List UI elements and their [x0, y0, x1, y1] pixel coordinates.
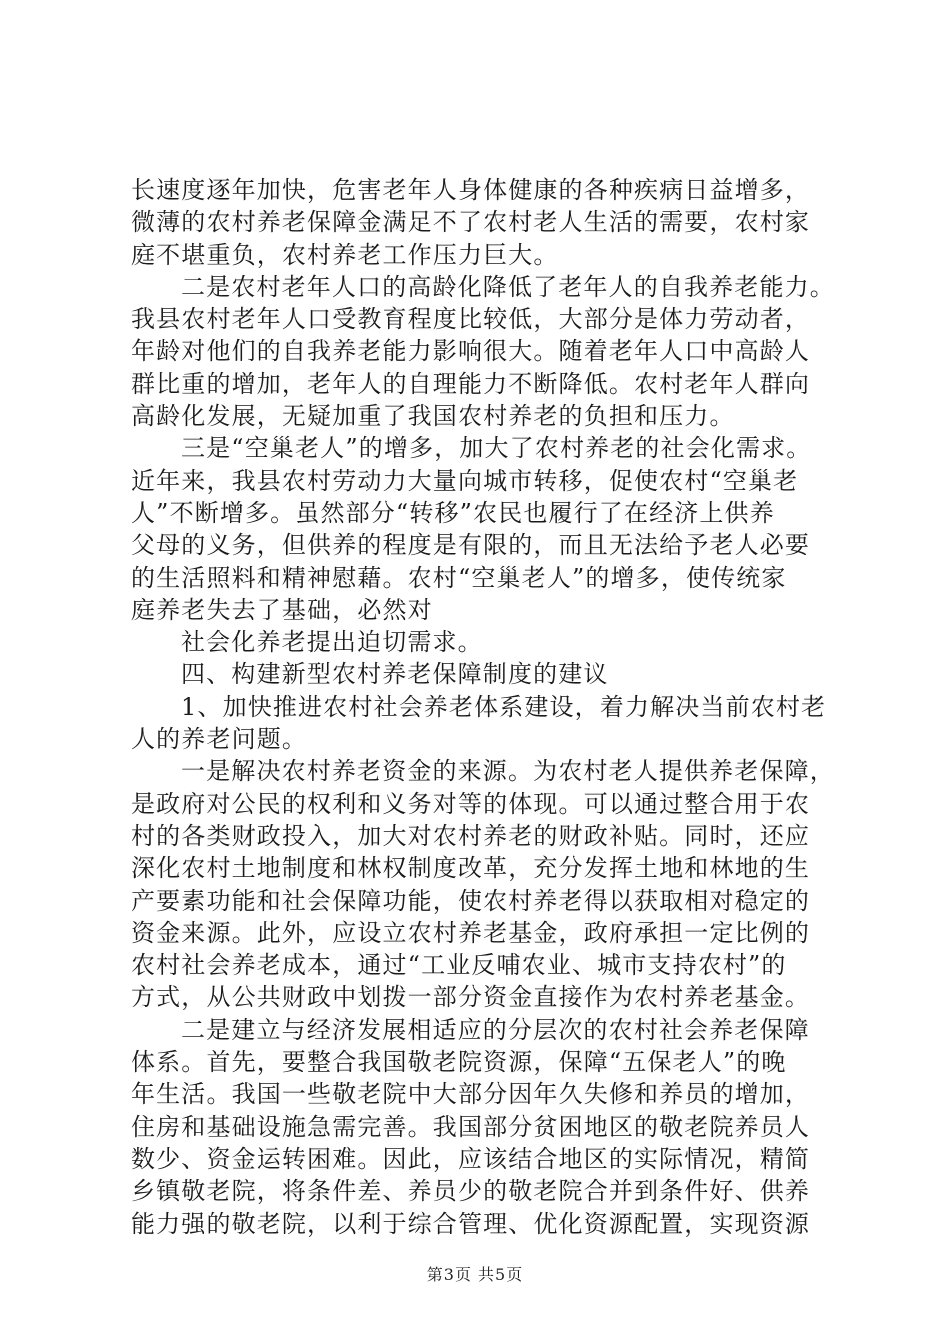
text-line: 乡镇敬老院，将条件差、养员少的敬老院合并到条件好、供养 [131, 1177, 811, 1206]
text-line: 长速度逐年加快，危害老年人身体健康的各种疾病日益增多， [131, 176, 811, 204]
text-line: 四、构建新型农村养老保障制度的建议 [181, 660, 609, 689]
body-text [131, 174, 835, 1240]
text-line: 村的各类财政投入，加大对农村养老的财政补贴。同时，还应 [131, 821, 811, 850]
text-line: 群比重的增加，老年人的自理能力不断降低。农村老年人群向 [131, 369, 811, 398]
text-line: 庭不堪重负，农村养老工作压力巨大。 [131, 240, 559, 269]
text-line: 资金来源。此外，应设立农村养老基金，政府承担一定比例的 [131, 918, 811, 947]
text-line: 人的养老问题。 [131, 725, 308, 754]
text-line: 是政府对公民的权利和义务对等的体现。可以通过整合用于农 [131, 789, 811, 818]
text-line: 产要素功能和社会保障功能，使农村养老得以获取相对稳定的 [131, 886, 811, 915]
text-line: 深化农村土地制度和林权制度改革，充分发挥土地和林地的生 [131, 854, 811, 883]
text-line: 二是农村老年人口的高龄化降低了老年人的自我养老能力。 [181, 272, 835, 301]
text-line: 二是建立与经济发展相适应的分层次的农村社会养老保障 [181, 1015, 810, 1044]
text-line: 人”不断增多。虽然部分“转移”农民也履行了在经济上供养 [131, 498, 775, 527]
text-line: 社会化养老提出迫切需求。 [181, 628, 483, 657]
text-line: 高龄化发展，无疑加重了我国农村养老的负担和压力。 [131, 402, 735, 431]
text-line: 近年来，我县农村劳动力大量向城市转移，促使农村“空巢老 [131, 466, 799, 495]
text-line: 年龄对他们的自我养老能力影响很大。随着老年人口中高龄人 [131, 337, 811, 366]
text-line: 体系。首先，要整合我国敬老院资源，保障“五保老人”的晚 [131, 1048, 787, 1077]
text-line: 父母的义务，但供养的程度是有限的，而且无法给予老人必要 [131, 531, 811, 560]
text-line: 一是解决农村养老资金的来源。为农村老人提供养老保障， [181, 757, 835, 786]
text-line: 农村社会养老成本，通过“工业反哺农业、城市支持农村”的 [131, 951, 787, 980]
text-line: 我县农村老年人口受教育程度比较低，大部分是体力劳动者， [131, 305, 811, 334]
text-line: 能力强的敬老院，以利于综合管理、优化资源配置，实现资源 [131, 1209, 811, 1238]
text-line: 1、加快推进农村社会养老体系建设，着力解决当前农村老 [181, 692, 827, 721]
text-line: 方式，从公共财政中划拨一部分资金直接作为农村养老基金。 [131, 983, 811, 1012]
text-line: 三是“空巢老人”的增多，加大了农村养老的社会化需求。 [181, 434, 812, 463]
page-footer: 第3页 共5页 [426, 1265, 524, 1284]
text-line: 数少、资金运转困难。因此，应该结合地区的实际情况，精简 [131, 1144, 811, 1173]
text-line: 微薄的农村养老保障金满足不了农村老人生活的需要，农村家 [131, 208, 811, 237]
text-line: 住房和基础设施急需完善。我国部分贫困地区的敬老院养员人 [131, 1112, 811, 1141]
text-line: 庭养老失去了基础，必然对 [131, 595, 433, 624]
text-line: 的生活照料和精神慰藉。农村“空巢老人”的增多，使传统家 [131, 563, 787, 592]
text-line: 年生活。我国一些敬老院中大部分因年久失修和养员的增加， [131, 1080, 811, 1109]
